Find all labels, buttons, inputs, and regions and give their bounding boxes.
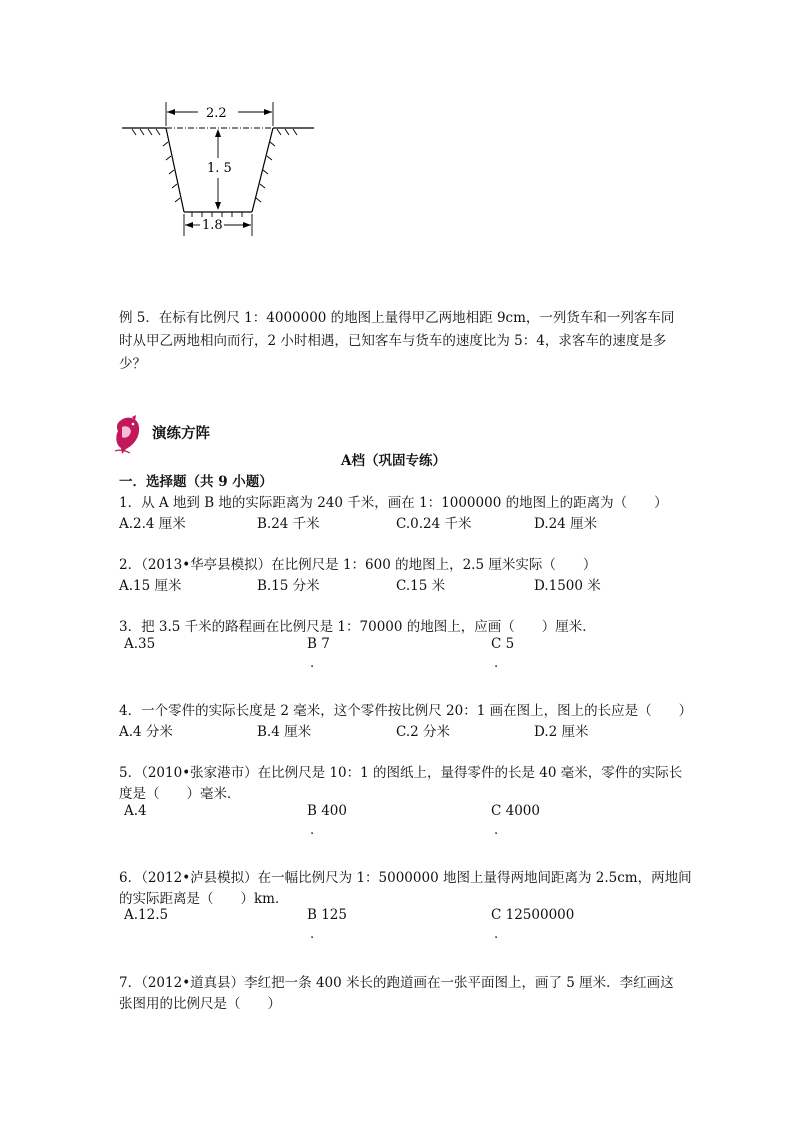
option-dot: . [310, 927, 315, 942]
question-6-stem-line2: 的实际距离是（ ）km． [119, 891, 289, 907]
question-7-stem-line1: 7．（2012•道真县）李红把一条 400 米长的跑道画在一张平面图上，画了 5 厘米．李红画这 [119, 975, 674, 991]
question-3-option-b[interactable]: B 7 [307, 636, 330, 652]
question-4-option-d[interactable]: D.2 厘米 [534, 724, 589, 740]
option-dot: . [494, 656, 499, 671]
question-1-option-a[interactable]: A.2.4 厘米 [119, 516, 186, 532]
question-5-option-a[interactable]: A.4 [124, 803, 147, 819]
question-5-stem-line2: 度是（ ）毫米． [119, 786, 241, 802]
question-5-stem-line1: 5．（2010•张家港市）在比例尺是 10：1 的图纸上，量得零件的长是 40 毫米，零件的实际长 [119, 765, 683, 781]
dolphin-icon [112, 415, 144, 455]
question-5-option-b[interactable]: B 400 [307, 803, 347, 819]
option-dot: . [494, 823, 499, 838]
example5-line1: 例 5．在标有比例尺 1：4000000 的地图上量得甲乙两地相距 9cm，一列货车和一列客车同 [119, 310, 675, 326]
question-6-stem-line1: 6．（2012•泸县模拟）在一幅比例尺为 1：5000000 地图上量得两地间距离为 2.5cm，两地间 [119, 870, 692, 886]
question-4-option-c[interactable]: C.2 分米 [396, 724, 451, 740]
bottom-width-label: 1.8 [202, 218, 223, 233]
question-6-option-a[interactable]: A.12.5 [124, 907, 169, 923]
question-4-stem: 4．一个零件的实际长度是 2 毫米，这个零件按比例尺 20：1 画在图上，图上的长应是（ ） [119, 703, 693, 719]
question-3-option-a[interactable]: A.35 [124, 636, 156, 652]
option-dot: . [310, 823, 315, 838]
question-2-option-d[interactable]: D.1500 米 [534, 578, 601, 594]
question-4-option-a[interactable]: A.4 分米 [119, 724, 173, 740]
question-1-option-b[interactable]: B.24 千米 [257, 516, 320, 532]
question-7-stem-line2: 张图用的比例尺是（ ） [119, 996, 281, 1012]
question-5-option-c[interactable]: C 4000 [491, 803, 540, 819]
question-6-option-b[interactable]: B 125 [307, 907, 347, 923]
question-6-option-c[interactable]: C 12500000 [491, 907, 575, 923]
question-1-option-c[interactable]: C.0.24 千米 [396, 516, 472, 532]
part-title: 一．选择题（共 9 小题） [119, 474, 273, 490]
top-width-label: 2.2 [206, 106, 227, 121]
example5-line2: 时从甲乙两地相向而行，2 小时相遇，已知客车与货车的速度比为 5：4，求客车的速度是多 [119, 333, 667, 349]
depth-label: 1. 5 [207, 161, 232, 176]
question-2-stem: 2．（2013•华亭县模拟）在比例尺是 1：600 的地图上，2.5 厘米实际（ ） [119, 557, 597, 573]
option-dot: . [310, 656, 315, 671]
option-dot: . [494, 927, 499, 942]
question-2-option-b[interactable]: B.15 分米 [257, 578, 320, 594]
example5-line3: 少？ [119, 356, 146, 372]
question-2-option-a[interactable]: A.15 厘米 [119, 578, 182, 594]
question-2-option-c[interactable]: C.15 米 [396, 578, 446, 594]
question-1-stem: 1．从 A 地到 B 地的实际距离为 240 千米，画在 1：1000000 的地图上的距离为（ ） [119, 495, 668, 511]
question-3-stem: 3．把 3.5 千米的路程画在比例尺是 1：70000 的地图上，应画（ ）厘米． [119, 619, 596, 635]
question-4-option-b[interactable]: B.4 厘米 [257, 724, 312, 740]
section-title: 演练方阵 [152, 426, 210, 442]
question-3-option-c[interactable]: C 5 [491, 636, 515, 652]
section-subtitle: A档（巩固专练） [341, 453, 446, 469]
trapezoid-channel-figure [118, 98, 318, 238]
question-1-option-d[interactable]: D.24 厘米 [534, 516, 598, 532]
